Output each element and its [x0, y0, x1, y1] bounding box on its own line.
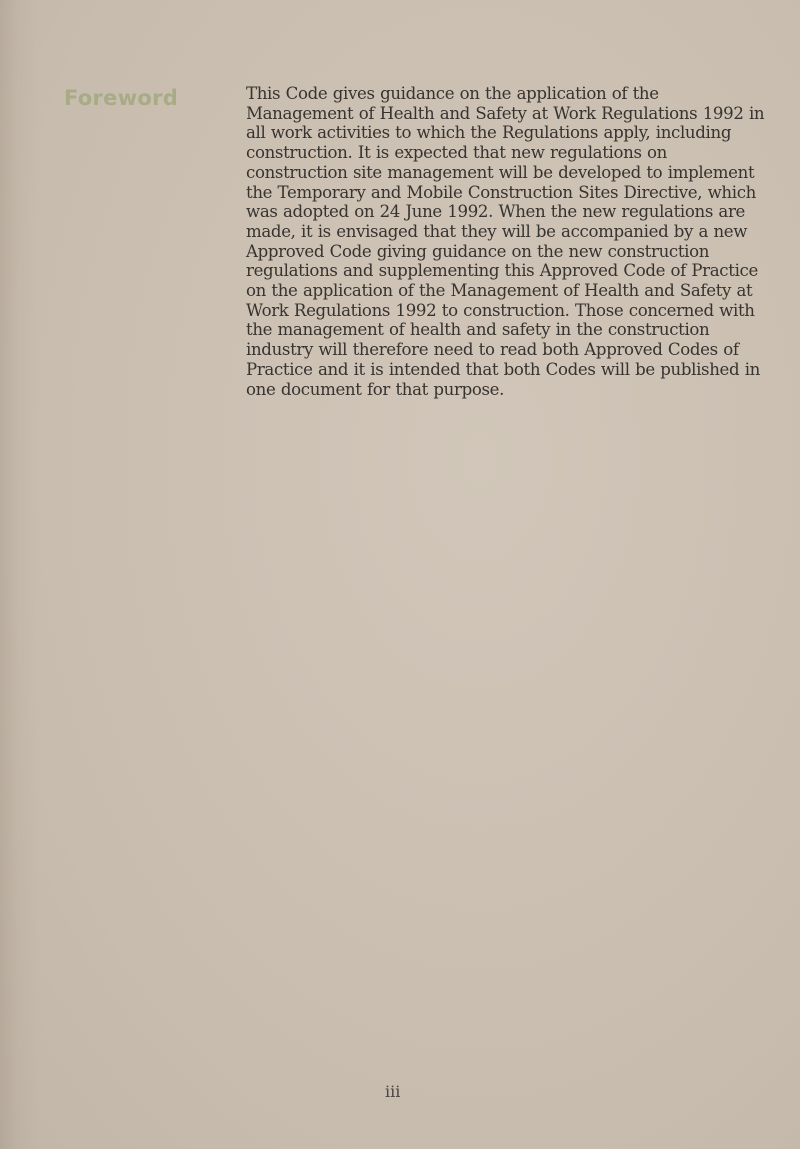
foreword-paragraph: This Code gives guidance on the application of the Management of Health and Safety at Work Regulations 1992 in all work activities to which the Regulations apply, including construction. It is expected that new regulations on construction site management will be developed to implement the Temporary and Mobile Construction Sites Directive, which was adopted on 24 June 1992. When the new regulations are made, it is envisaged that they will be accompanied by a new Approved Code giving guidance on the new construction regulations and supplementing this Approved Code of Practice on the application of the Management of Health and Safety at Work Regulations 1992 to construction. Those concerned with the management of health and safety in the construction industry will therefore need to read both Approved Codes of Practice and it is intended that both Codes will be published in one document for that purpose.: [246, 84, 765, 399]
section-heading: Foreword: [64, 86, 179, 110]
page-number: iii: [385, 1082, 401, 1101]
